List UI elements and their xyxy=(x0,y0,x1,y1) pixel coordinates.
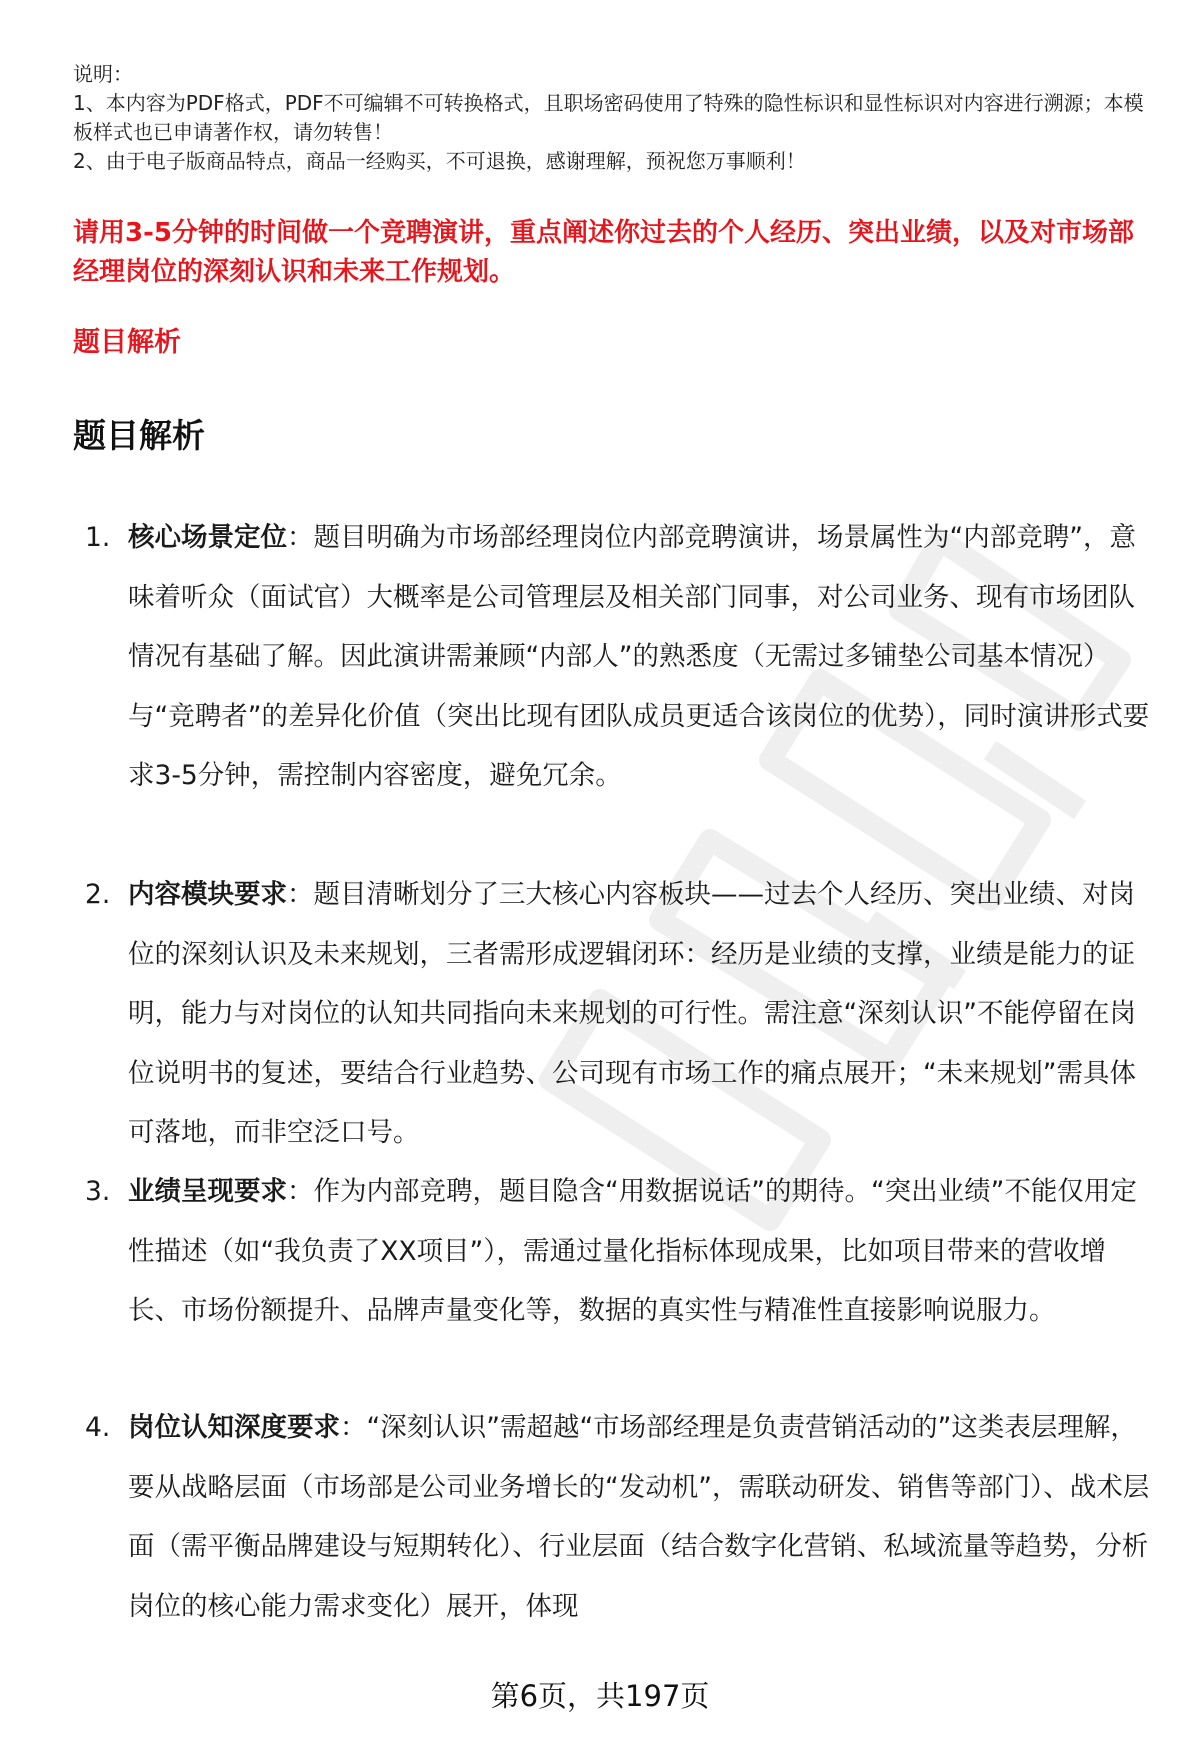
list-item-body: ：题目清晰划分了三大核心内容板块——过去个人经历、突出业绩、对岗位的深刻认识及未来规划，三者需形成逻辑闭环：经历是业绩的支撑，业绩是能力的证明，能力与对岗位的认知共同指向未来规划的可行性。需注意“深刻认识”不能停留在岗位说明书的复述，要结合行业趋势、公司现有市场工作的痛点展开；“未来规划”需具体可落地，而非空泛口号。 xyxy=(128,879,1136,1148)
list-item xyxy=(73,1398,1153,1636)
list-item-number: 1. xyxy=(85,522,111,553)
list-item-heading: 业绩呈现要求 xyxy=(128,1176,287,1207)
list-item-heading: 内容模块要求 xyxy=(128,879,287,910)
red-subheading: 题目解析 xyxy=(73,327,181,358)
list-item-number: 3. xyxy=(85,1176,111,1207)
list-item xyxy=(73,1162,1153,1341)
notes-line-1: 1、本内容为PDF格式，PDF不可编辑不可转换格式，且职场密码使用了特殊的隐性标识和显性标识对内容进行溯源；本模板样式也已申请著作权，请勿转售！ xyxy=(73,91,1144,144)
page-footer: 第6页，共197页 xyxy=(490,1679,710,1713)
list-item-number: 2. xyxy=(85,879,111,910)
list-item xyxy=(73,865,1153,1163)
list-item-body: ：题目明确为市场部经理岗位内部竞聘演讲，场景属性为“内部竞聘”，意味着听众（面试官）大概率是公司管理层及相关部门同事，对公司业务、现有市场团队情况有基础了解。因此演讲需兼顾“内部人”的熟悉度（无需过多铺垫公司基本情况）与“竞聘者”的差异化价值（突出比现有团队成员更适合该岗位的优势），同时演讲形式要求3-5分钟，需控制内容密度，避免冗余。 xyxy=(128,522,1150,791)
list-item-body: ：作为内部竞聘，题目隐含“用数据说话”的期待。“突出业绩”不能仅用定性描述（如“我负责了XX项目”），需通过量化指标体现成果，比如项目带来的营收增长、市场份额提升、品牌声量变化等，数据的真实性与精准性直接影响说服力。 xyxy=(128,1176,1137,1326)
notes-line-2: 2、由于电子版商品特点，商品一经购买，不可退换，感谢理解，预祝您万事顺利！ xyxy=(73,149,806,173)
list-item-heading: 岗位认知深度要求 xyxy=(128,1412,340,1443)
notes-block xyxy=(73,60,1153,176)
list-item xyxy=(73,508,1153,806)
notes-heading: 说明： xyxy=(73,62,133,86)
question-prompt: 请用3-5分钟的时间做一个竞聘演讲，重点阐述你过去的个人经历、突出业绩，以及对市场部经理岗位的深刻认识和未来工作规划。 xyxy=(73,218,1134,287)
list-item-number: 4. xyxy=(85,1412,111,1443)
list-item-heading: 核心场景定位 xyxy=(128,522,287,553)
section-title: 题目解析 xyxy=(73,416,205,455)
list-item-body: ：“深刻认识”需超越“市场部经理是负责营销活动的”这类表层理解，要从战略层面（市场部是公司业务增长的“发动机”，需联动研发、销售等部门）、战术层面（需平衡品牌建设与短期转化）、行业层面（结合数字化营销、私域流量等趋势，分析岗位的核心能力需求变化）展开，体现 xyxy=(128,1412,1150,1622)
